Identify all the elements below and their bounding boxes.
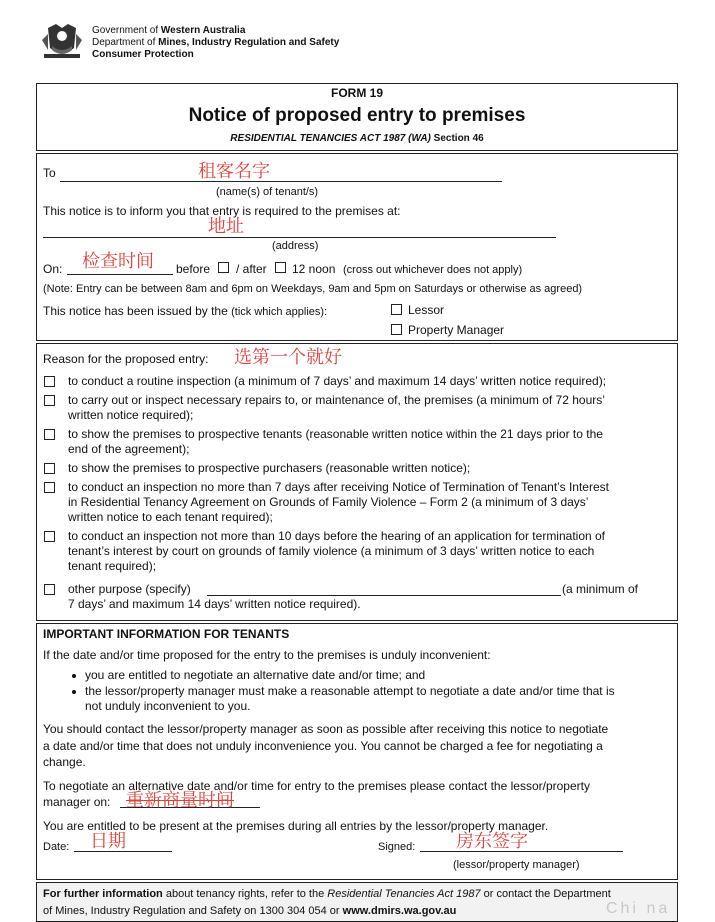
reason-checkbox-repairs[interactable] bbox=[44, 395, 55, 406]
reason-purchasers: to show the premises to prospective purchasers (reasonable written notice); bbox=[68, 461, 471, 475]
wa-government-crest-icon bbox=[40, 20, 84, 62]
noon-note: (cross out whichever does not apply) bbox=[343, 264, 523, 276]
property-manager-checkbox[interactable] bbox=[391, 324, 402, 335]
address-line[interactable] bbox=[43, 237, 556, 238]
reason-checkbox-prospective-purchasers[interactable] bbox=[44, 463, 55, 474]
to-caption: (name(s) of tenant/s) bbox=[216, 186, 319, 198]
after-label: / after bbox=[236, 262, 267, 276]
reason-court-line1: to conduct an inspection not more than 10 days before the hearing of an application for termination of bbox=[68, 529, 606, 543]
reason-other-label: other purpose (specify) bbox=[68, 582, 191, 596]
reason-fv-notice-line3: written notice to each tenant required); bbox=[68, 510, 273, 524]
lessor-label: Lessor bbox=[408, 303, 445, 317]
address-annotation: 地址 bbox=[208, 216, 244, 237]
on-label: On: bbox=[43, 262, 63, 276]
signed-label: Signed: bbox=[378, 841, 416, 853]
tenant-name-annotation: 租客名字 bbox=[198, 161, 270, 182]
reason-repairs-line2: written notice required); bbox=[68, 408, 194, 422]
intro-text: This notice is to inform you that entry is required to the premises at: bbox=[43, 204, 401, 218]
before-checkbox[interactable] bbox=[218, 262, 229, 273]
info-p4: You are entitled to be present at the premises during all entries by the lessor/property manager. bbox=[43, 819, 549, 833]
reason-other-line2: 7 days’ and maximum 14 days’ written notice required). bbox=[68, 597, 361, 611]
watermark: Chi na bbox=[606, 900, 671, 917]
reason-fv-notice-line2: in Residential Tenancy Agreement on Grounds of Family Violence – Form 2 (a minimum of 3 days’ bbox=[68, 495, 589, 509]
to-line[interactable] bbox=[60, 181, 502, 182]
renegotiate-time-annotation: 重新商量时间 bbox=[126, 790, 234, 811]
landlord-signature-annotation: 房东签字 bbox=[456, 831, 528, 852]
reason-other-minimum: (a minimum of bbox=[562, 582, 639, 596]
other-purpose-line[interactable] bbox=[207, 595, 561, 596]
info-bullet1: you are entitled to negotiate an alternative date and/or time; and bbox=[85, 668, 426, 682]
reason-routine: to conduct a routine inspection (a minimum of 7 days’ and maximum 14 days’ written notice required); bbox=[68, 374, 607, 388]
reason-tenants-line2: end of the agreement); bbox=[68, 442, 190, 456]
reason-label: Reason for the proposed entry: bbox=[43, 352, 209, 366]
reason-checkbox-routine[interactable] bbox=[44, 376, 55, 387]
address-caption: (address) bbox=[272, 240, 319, 252]
info-p2-line2: a date and/or time that does not unduly inconvenience you. You cannot be charged a fee for negotiating a bbox=[43, 739, 603, 753]
date-annotation: 日期 bbox=[90, 831, 126, 852]
reason-annotation: 选第一个就好 bbox=[234, 347, 342, 368]
info-p3-line1: To negotiate an alternative date and/or time for entry to the premises please contact the lessor/property bbox=[43, 779, 590, 793]
important-info-heading: IMPORTANT INFORMATION FOR TENANTS bbox=[43, 627, 290, 641]
info-p3-line2: manager on: bbox=[43, 795, 111, 809]
before-label: before bbox=[176, 262, 211, 276]
after-checkbox[interactable] bbox=[275, 262, 286, 273]
form-act: RESIDENTIAL TENANCIES ACT 1987 (WA) Section 46 bbox=[230, 133, 484, 144]
reason-checkbox-other[interactable] bbox=[44, 584, 55, 595]
header-division: Consumer Protection bbox=[92, 49, 194, 60]
noon-label: 12 noon bbox=[292, 262, 336, 276]
lessor-checkbox[interactable] bbox=[391, 304, 402, 315]
header-org: Government of Western Australia bbox=[92, 25, 246, 36]
property-manager-label: Property Manager bbox=[408, 323, 505, 337]
reason-checkbox-family-violence-notice[interactable] bbox=[44, 482, 55, 493]
reason-repairs-line1: to carry out or inspect necessary repairs to, or maintenance of, the premises (a minimum of 72 hours’ bbox=[68, 393, 605, 407]
info-p2-line1: You should contact the lessor/property manager as soon as possible after receiving this notice to negotiate bbox=[43, 722, 609, 736]
issued-by-label: This notice has been issued by the (tick which applies): bbox=[43, 304, 328, 318]
to-label: To bbox=[43, 166, 56, 180]
reason-checkbox-court-hearing[interactable] bbox=[44, 531, 55, 542]
bullet-dot bbox=[72, 674, 76, 678]
info-p2-line3: change. bbox=[43, 755, 86, 769]
footer-line1: For further information about tenancy rights, refer to the Residential Tenancies Act 1987 or contact the Department bbox=[43, 888, 611, 900]
footer-line2: of Mines, Industry Regulation and Safety on 1300 304 054 or www.dmirs.wa.gov.au bbox=[43, 905, 457, 917]
reason-court-line2: tenant’s interest by court on grounds of family violence (a minimum of 3 days’ written notice to each bbox=[68, 544, 595, 558]
entry-hours-note: (Note: Entry can be between 8am and 6pm on Weekdays, 9am and 5pm on Saturdays or otherwise as agreed) bbox=[43, 283, 583, 295]
date-label: Date: bbox=[43, 841, 70, 853]
reason-fv-notice-line1: to conduct an inspection no more than 7 days after receiving Notice of Termination of Tenant’s Interest bbox=[68, 480, 609, 494]
reason-tenants-line1: to show the premises to prospective tenants (reasonable written notice within the 21 days prior to the bbox=[68, 427, 603, 441]
info-p1: If the date and/or time proposed for the entry to the premises is unduly inconvenient: bbox=[43, 648, 491, 662]
date-time-line[interactable] bbox=[67, 274, 173, 275]
dmirs-website-link[interactable]: www.dmirs.wa.gov.au bbox=[342, 905, 457, 917]
reason-court-line3: tenant required); bbox=[68, 559, 157, 573]
info-bullet2-line1: the lessor/property manager must make a reasonable attempt to negotiate a date and/or time that is bbox=[85, 684, 615, 698]
bullet-dot bbox=[72, 690, 76, 694]
info-bullet2-line2: not unduly inconvenient to you. bbox=[85, 699, 251, 713]
reason-checkbox-prospective-tenants[interactable] bbox=[44, 429, 55, 440]
form-title: Notice of proposed entry to premises bbox=[188, 105, 526, 126]
header-department: Department of Mines, Industry Regulation and Safety bbox=[92, 37, 340, 48]
inspection-time-annotation: 检查时间 bbox=[82, 251, 154, 272]
form-number: FORM 19 bbox=[330, 86, 383, 100]
signed-caption: (lessor/property manager) bbox=[453, 859, 580, 871]
